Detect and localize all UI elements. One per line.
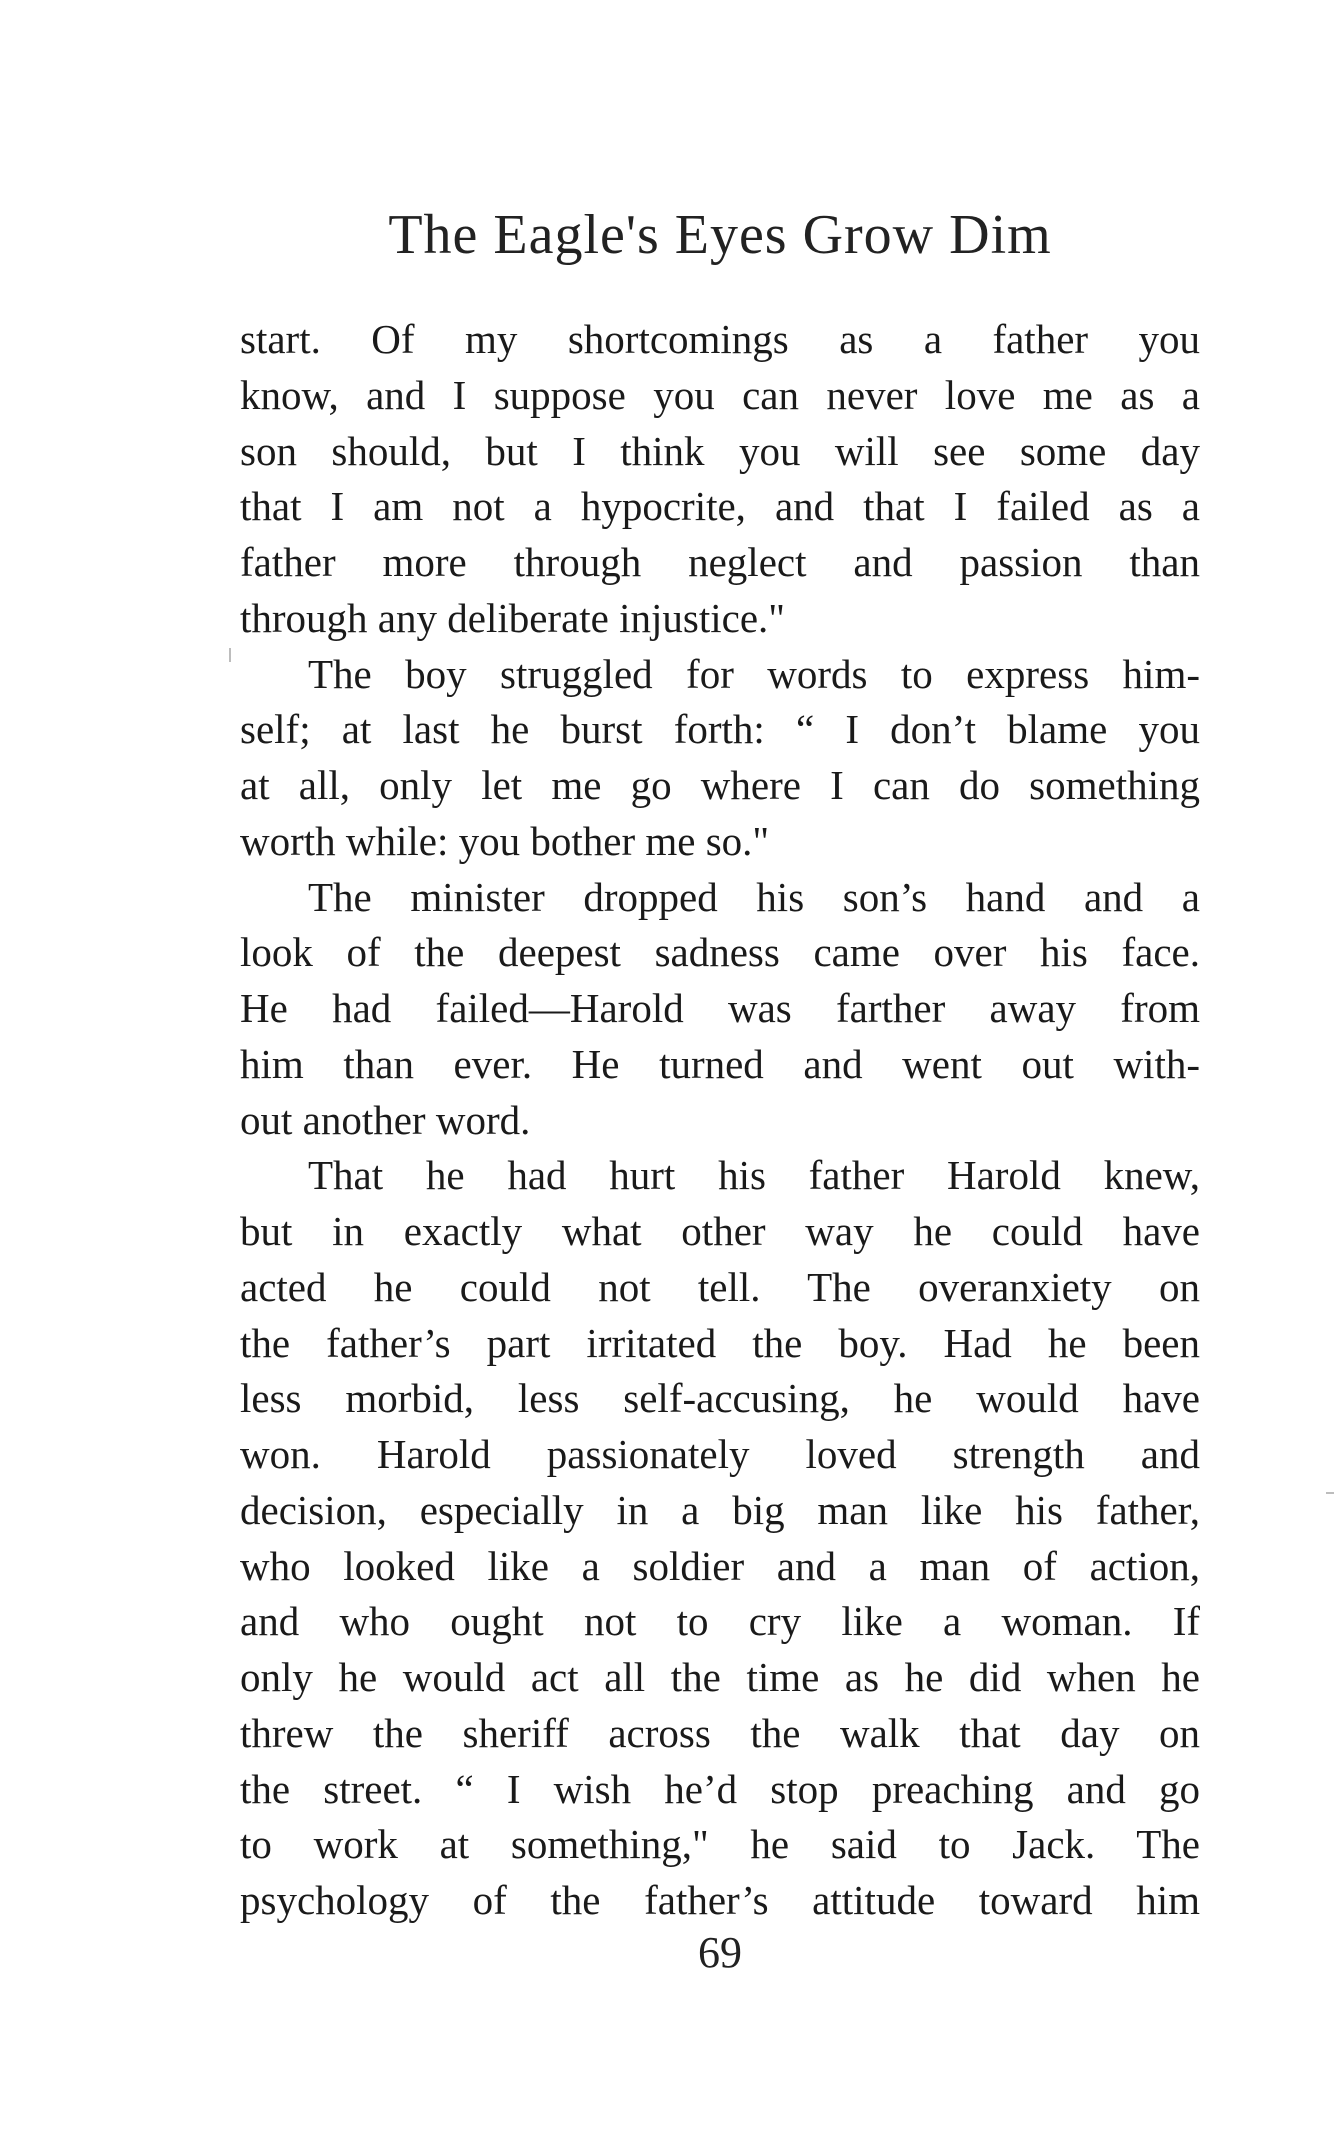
page-number: 69: [698, 1928, 742, 1977]
text-line: the street. “ I wish he’d stop preaching and go: [240, 1765, 1200, 1812]
text-line: out another word.: [240, 1096, 531, 1143]
text-line: father more through neglect and passion than: [240, 539, 1200, 585]
paper-speck: [1326, 1492, 1334, 1494]
text-line: only he would act all the time as he did when he: [240, 1654, 1200, 1700]
text-line: the father’s part irritated the boy. Had he been: [240, 1319, 1200, 1366]
text-line: worth while: you bother me so.": [240, 817, 770, 864]
paper-speck: [229, 648, 231, 662]
text-line: decision, especially in a big man like his father,: [240, 1486, 1200, 1533]
text-line: That he had hurt his father Harold knew,: [308, 1152, 1200, 1199]
text-line: know, and I suppose you can never love me as a: [240, 371, 1200, 418]
text-line: to work at something," he said to Jack. The: [240, 1821, 1200, 1868]
text-line: who looked like a soldier and a man of action,: [240, 1542, 1200, 1589]
text-line: at all, only let me go where I can do something: [240, 762, 1200, 808]
text-line: look of the deepest sadness came over his face.: [240, 929, 1200, 976]
text-line: threw the sheriff across the walk that day on: [240, 1709, 1200, 1756]
text-line: won. Harold passionately loved strength and: [240, 1431, 1200, 1477]
text-line: son should, but I think you will see some day: [240, 427, 1200, 474]
text-line: through any deliberate injustice.": [240, 594, 786, 641]
text-line: and who ought not to cry like a woman. If: [240, 1598, 1200, 1645]
text-line: that I am not a hypocrite, and that I failed as a: [240, 483, 1200, 530]
running-head: The Eagle's Eyes Grow Dim: [388, 204, 1052, 266]
text-line: less morbid, less self-accusing, he would have: [240, 1375, 1200, 1422]
text-line: acted he could not tell. The overanxiety on: [240, 1263, 1200, 1310]
text-line: him than ever. He turned and went out with-: [240, 1040, 1200, 1087]
text-line: The minister dropped his son’s hand and a: [308, 873, 1200, 920]
text-line: self; at last he burst forth: “ I don’t blame you: [240, 706, 1200, 753]
text-line: The boy struggled for words to express him-: [308, 650, 1200, 697]
text-line: He had failed—Harold was farther away from: [240, 985, 1200, 1031]
text-line: but in exactly what other way he could have: [240, 1208, 1200, 1254]
body-text: [240, 312, 1200, 1929]
text-line: start. Of my shortcomings as a father you: [240, 316, 1200, 362]
text-line: psychology of the father’s attitude toward him: [240, 1877, 1200, 1923]
